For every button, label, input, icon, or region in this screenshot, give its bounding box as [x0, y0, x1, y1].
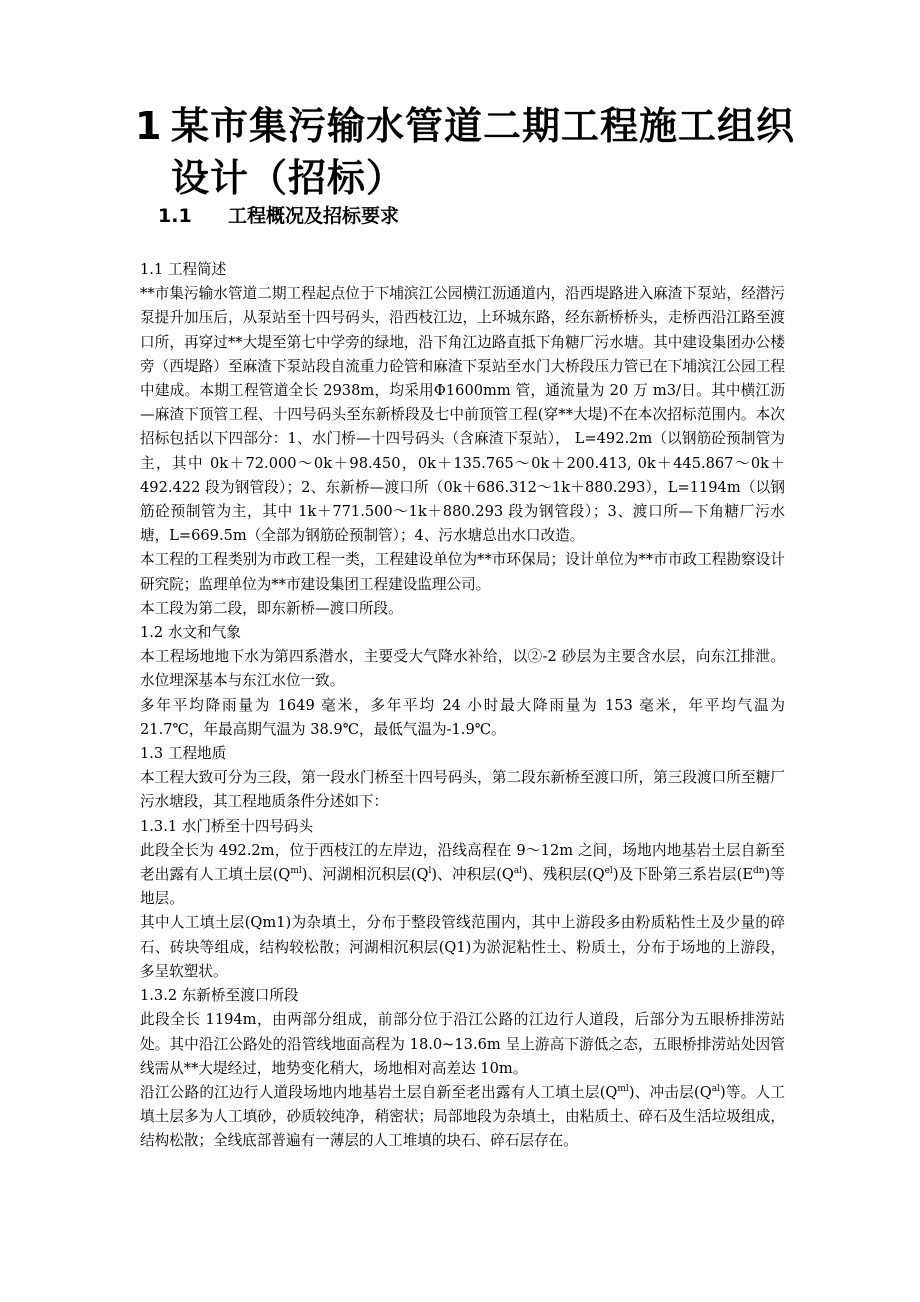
subsection-heading-1-3: 1.3 工程地质 — [140, 745, 227, 763]
paragraph-project-overview: **市集污输水管道二期工程起点位于下埔滨江公园横江沥通道内，沿西堤路进入麻渣下泵站，经潜污泵提升加压后，从泵站至十四号码头，沿西枝江边，上环城东路，经东新桥桥头，走桥西沿江路至渡口所，再穿过**大堤至第七中学旁的绿地，沿下角江边路直抵下角糖厂污水塘。其中建设集团办公楼旁（西堤路）至麻渣下泵站段自流重力砼管和麻渣下泵站至水门大桥段压力管已在下埔滨江公园工程中建成。本期工程管道全长 2938m，均采用Φ1600mm 管，通流量为 20 万 m3/日。其中横江沥—麻渣下顶管工程、十四号码头至东新桥段及七中前顶管工程(穿**大堤)不在本次招标范围内。本次招标包括以下四部分：1、水门桥—十四号码头（含麻渣下泵站）， L=492.2m（以钢筋砼预制管为主，其中 0k＋72.000～0k＋98.450，0k＋135.765～0k＋200.413, 0k＋445.867～0k＋492.422 段为钢管段）；2、东新桥—渡口所（0k＋686.312～1k＋880.293），L=1194m（以钢筋砼预制管为主，其中 1k＋771.500～1k＋880.293 段为钢管段）；3、渡口所—下角糖厂污水塘，L=669.5m（全部为钢筋砼预制管）；4、污水塘总出水口改造。 — [140, 285, 785, 545]
paragraph-climate: 多年平均降雨量为 1649 毫米，多年平均 24 小时最大降雨量为 153 毫米，年平均气温为 21.7℃，年最高期气温为 38.9℃，最低气温为-1.9℃。 — [140, 696, 785, 738]
document-title — [135, 100, 815, 204]
paragraph-section-scope: 本工段为第二段，即东新桥—渡口所段。 — [140, 599, 403, 617]
section-heading — [158, 203, 399, 229]
subsection-heading-1-1: 1.1 工程简述 — [140, 261, 227, 278]
paragraph-project-category: 本工程的工程类别为市政工程一类，工程建设单位为**市环保局；设计单位为**市市政工程勘察设计研究院；监理单位为**市建设集团工程建设监理公司。 — [140, 551, 785, 593]
title-number: 1 — [135, 104, 163, 148]
subsection-heading-1-2: 1.2 水文和气象 — [140, 624, 241, 642]
title-line-1: 某市集污输水管道二期工程施工组织 — [171, 104, 796, 148]
paragraph-segment-2-overview: 此段全长 1194m，由两部分组成，前部分位于沿江公路的江边行人道段，后部分为五眼桥排涝站处。其中沿江公路处的沿管线地面高程为 18.0~13.6m 呈上游高下游低之态，五眼桥排涝站处因管线需从**大堤经过，地势变化稍大，场地相对高差达 10m。 — [140, 1011, 785, 1077]
paragraph-fill-layer: 其中人工填土层(Qm1)为杂填土，分布于整段管线范围内，其中上游段多由粉质粘性土及少量的碎石、砖块等组成，结构较松散；河湖相沉积层(Q1)为淤泥粘性土、粉质土，分布于场地的上游段，多呈软塑状。 — [140, 914, 785, 980]
title-line-2: 设计（招标） — [171, 156, 406, 200]
section-number: 1.1 — [158, 205, 192, 227]
paragraph-geology-intro: 本工程大致可分为三段，第一段水门桥至十四号码头，第二段东新桥至渡口所，第三段渡口所至糖厂污水塘段，其工程地质条件分述如下： — [140, 769, 785, 811]
subsection-heading-1-3-1: 1.3.1 水门桥至十四号码头 — [140, 817, 314, 835]
document-body — [140, 258, 785, 1154]
section-title: 工程概况及招标要求 — [228, 205, 400, 227]
paragraph-segment-1-strata: 此段全长为 492.2m，位于西枝江的左岸边，沿线高程在 9～12m 之间，场地内地基岩土层自新至老出露有人工填土层$(Q^{ml})$、河湖相沉积层$(Q^l)$、冲积层$(Q^{al})$、残积层$(Q^{el})$及下卧第三系岩层$(E^{dn})$等地层。 — [140, 841, 785, 908]
subsection-heading-1-3-2: 1.3.2 东新桥至渡口所段 — [140, 987, 299, 1005]
paragraph-groundwater: 本工程场地地下水为第四系潜水，主要受大气降水补给，以②-2 砂层为主要含水层，向东江排泄。水位埋深基本与东江水位一致。 — [140, 648, 785, 690]
paragraph-segment-2-strata: 沿江公路的江边行人道段场地内地基岩土层自新至老出露有人工填土层$(Q^{ml})$、冲击层$(Q^{al})$等。人工填土层多为人工填砂，砂质较纯净，稍密状；局部地段为杂填土，由粘质土、碎石及生活垃圾组成，结构松散；全线底部普遍有一薄层的人工堆填的块石、碎石层存在。 — [140, 1083, 785, 1150]
